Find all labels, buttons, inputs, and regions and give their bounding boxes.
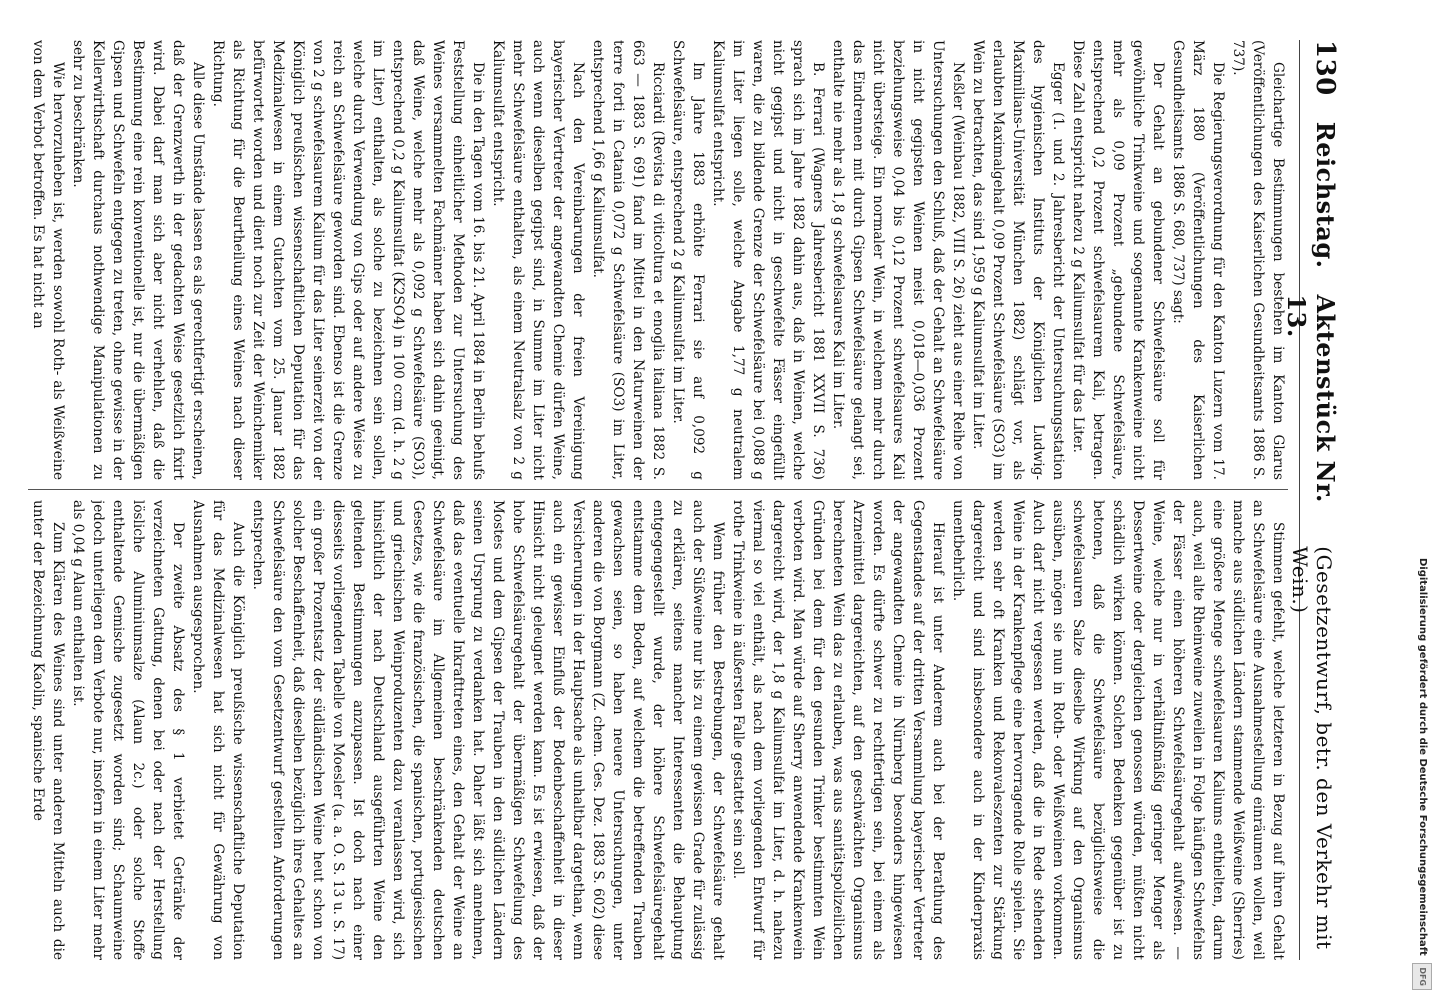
right-column <box>28 500 1288 960</box>
document-title: (Gesetzentwurf, betr. den Verkehr mit Wein.) <box>1288 546 1336 950</box>
paragraph: Hierauf ist unter Anderem auch bei der Berathung des Gegenstandes auf der dritten Versammlung bayerischer Vertreter der angewandten Chemie in Nürnberg besonders hingewiesen worden. Es dürfte schwer zu rechtfertigen sein, bei einem als Arzneimittel dargereichten, auf den geschwächten Organismus berechneten Wein das zu erlauben, was aus sanitätspolizeilichen Gründen bei dem für den gesunden Trinker bestimmten Wein verboten wird. Man würde auf Sherry anwendende Krankenwein dargereicht wird, der 1,8 g Kaliumsulfat im Liter, d. h. nahezu viermal so viel enthält, als nach dem vorliegenden Entwurf für rothe Trinkweine in äußersten Falle gestattet sein soll. <box>730 500 946 960</box>
paragraph: Neßler (Weinbau 1882, VIII S. 26) zieht aus einer Reihe von Untersuchungen den Schluß, daß der Gehalt an Schwefelsäure in nicht gegipsten Weinen meist 0,018—0,036 Prozent beziehungsweise 0,04 bis 0,12 Prozent schwefelsaures Kali nicht übersteige. Ein normaler Wein, in welchem mehr durch das Eindrennen mit durch Gipsen Schwefelsäure gelangt sei, enthalte nie mehr als 1,8 g schwefelsaures Kali im Liter. <box>830 40 966 480</box>
paragraph: Der Gehalt an gebundener Schwefelsäure soll für gewöhnliche Trinkweine und sogenannte Krankenweine nicht mehr als 0,09 Prozent „gebundene Schwefelsäure, entsprechend 0,2 Prozent schwefelsaurem Kali, betragen. Diese Zahl entspricht nahezu 2 g Kaliumsulfat für das Liter. <box>1070 40 1166 480</box>
paragraph: Auch die Königlich preußische wissenschaftliche Deputation für das Medizinalwesen hat sich nicht für Gewährung von Ausnahmen ausgesprochen. <box>190 500 246 960</box>
paragraph: Gleichartige Bestimmungen bestehen im Kanton Glarus (Veröffentlichungen des Kaiserlichen Gesundheitsamts 1886 S. 737). <box>1230 40 1286 480</box>
paragraph: Wenn früher den Bestrebungen, der Schwefelsäure gehalt auch der Süßweine nur bis zu einem gewissen Grade für zulässig zu erklären, seitens mancher Interessenten die Behauptung entgegengestellt wurde, der höhere Schwefelsäuregehalt entstamme dem Boden, auf welchem die betreffenden Trauben gewachsen seien, so haben neuere Untersuchungen, unter anderen die von Borgmann (Z. chem. Ges. Dez. 1883 S. 602) diese Versicherungen in der Hauptsache als unhaltbar dargethan, wenn auch ein gewisser Einfluß der Bodenbeschaffenheit in dieser Hinsicht nicht geleugnet werden kann. Es ist erwiesen, daß der hohe Schwefelsäuregehalt der übermäßigen Schwefelung des Mostes und dem Gipsen der Trauben in den südlichen Ländern seinen Ursprung zu verdanken hat. Daher läßt sich annehmen, daß das eventuelle Inkrafttreten eines, den Gehalt der Weine an Schwefelsäure im Allgemeinen beschränkenden deutschen Gesetzes, wie die französischen, die spanischen, portugiesischen und griechischen Weinproduzenten dazu veranlassen wird, sich hinsichtlich der nach Deutschland ausgeführten Weine den geltenden Bestimmungen anzupassen. Ist doch nach einer diesseits vorliegenden Tabelle von Moesler (a. a. O. S. 13 u. S. 17) ein großer Prozentsatz der südländischen Weine heut schon von solcher Beschaffenheit, daß dieselben bezüglich ihres Gehaltes an Schwefelsäure den vom Gesetzentwurf gestellten Anforderungen entsprechen. <box>250 500 726 960</box>
left-column <box>28 40 1288 480</box>
page-number: 130 <box>1310 40 1340 96</box>
dfg-logo: DFG <box>1412 963 1432 990</box>
paragraph: Zum Klären des Weines sind unter anderen Mitteln auch die unter der Bezeichnung Kaolin, spanische Erde <box>30 500 66 960</box>
paragraph: Die in den Tagen vom 16. bis 21. April 1884 in Berlin behufs Feststellung einheitlicher Methoden zur Untersuchung des Weines versammelten Fachmänner haben sich dahin geeinigt, daß Weine, welche mehr als 0,092 g Schwefelsäure (SO3), entsprechend 0,2 g Kaliumsulfat (K2SO4) in 100 ccm (d. h. 2 g im Liter) enthalten, als solche zu bezeichnen sein sollen, welche durch Verwendung von Gips oder auf andere Weise zu reich an Schwefelsäure geworden sind. Ebenso ist die Grenze von 2 g schwefelsaurem Kalium für das Liter seinerzeit von der Königlich preußischen wissenschaftlichen Deputation für das Medizinalwesen in einem Gutachten vom 25. Januar 1882 befürwortet worden und dient noch zur Zeit der Weinchemiker als Richtung für die Beurtheilung eines Weines nach dieser Richtung. <box>210 40 486 480</box>
paragraph: Der zweite Absatz des § 1 verbietet Getränke der verzeichneten Gattung, denen bei oder nach der Herstellung lösliche Aluminiumsalze (Alaun 2c.) oder solche Stoffe enthaltende Gemische zugesetzt worden sind; Schaumweine jedoch unterliegen dem Verbote nur, insofern in einem Liter mehr als 0,04 g Alaun enthalten ist. <box>70 500 186 960</box>
document-number: Aktenstück Nr. 13. <box>1282 294 1340 503</box>
paragraph: Ricciardi (Revista di viticoltura et enoglia italiana 1882 S. 663 — 1883 S. 691) fand im Mittel in den Naturweinen der terre forti in Catania 0,072 g Schwefelsäure (SO3) im Liter, entsprechend 1,66 g Kaliumsulfat. <box>590 40 666 480</box>
paragraph: Egger (1. und 2. Jahresbericht der Untersuchungsstation des hygienischen Instituts der Königlichen Ludwig-Maximilians-Universität München 1882) schlägt vor, als erlaubten Maximalgehalt 0,09 Prozent Schwefelsäure (SO3) im Wein zu betrachten, das sind 1,959 g Kaliumsulfat im Liter. <box>970 40 1066 480</box>
paragraph: Alle diese Umstände lassen es als gerechtfertigt erscheinen, daß der Grenzwerth in der gedachten Weise gesetzlich fixirt wird. Dabei darf man sich aber nicht verhehlen, daß die Bestimmung eine rein konventionelle ist, nur die übermäßigen Gipsen und Schwefeln entgegen zu treten, ohne gewisse in der Kellerwirthschaft durchaus nothwendige Manipulationen zu sehr zu beschränken. <box>70 40 206 480</box>
paragraph: Wie hervorzuheben ist, werden sowohl Roth- als Weißweine von dem Verbot betroffen. Es hat nicht an <box>30 40 66 480</box>
digitization-note-text: Digitalisierung gefördert durch die Deutsche Forschungsgemeinschaft <box>1417 557 1428 956</box>
paragraph: Nach den Vereinbarungen der freien Vereinigung bayerischer Vertreter der angewandten Chemie dürfen Weine, auch wenn dieselben gegipst sind, in Summe im Liter nicht mehr Schwefelsäure enthalten, als einem Neutralsalz von 2 g Kaliumsulfat entspricht. <box>490 40 586 480</box>
digitization-note <box>1414 0 1432 1000</box>
column-divider <box>28 489 1288 490</box>
institution-name: Reichstag. <box>1311 121 1340 269</box>
paragraph: Im Jahre 1883 erhöhte Ferrari sie auf 0,092 g Schwefelsäure, entsprechend 2 g Kaliumsulfat im Liter. <box>670 40 706 480</box>
page-header <box>1282 40 1340 960</box>
paragraph: Stimmen gefehlt, welche letzteren in Bezug auf ihren Gehalt an Schwefelsäure eine Ausnahmestellung einräumen wollen, weil manche aus südlichen Ländern stammende Weißweine (Sherries) eine größere Menge schwefelsauren Kaliums enthielten, darum auch, weil alte Rheinweine zuweilen in Folge häufigen Schwefelns der Fässer einen höheren Schwefelsäuregehalt aufwiesen. — Weine, welche nur in verhältnißmäßig geringer Menger als Dessertweine oder dergleichen genossen würden, müßten nicht schädlich wirken können. Solchen Bedenken gegenüber ist zu betonen, daß die Schwefelsäure bezüglichsweise die schwefelsauren Salze dieselbe Wirkung auf den Organismus ausüben, mögen sie nun in Roth- oder Weißweinen vorkommen. Auch darf nicht vergessen werden, daß die in Rede stehenden Weine in der Krankenpflege eine hervorragende Rolle spielen. Sie werden sehr oft Kranken und Rekonvaleszenten zur Stärkung dargereicht und sind insbesondere auch in der Kinderpraxis unentbehrlich. <box>950 500 1286 960</box>
paragraph: Die Regierungsverordnung für den Kanton Luzern vom 17. März 1880 (Veröffentlichungen des Kaiserlichen Gesundheitsamts 1886 S. 680, 737) sagt: <box>1170 40 1226 480</box>
paragraph: B. Ferrari (Wagners Jahresbericht 1881 XXVII S. 736) sprach sich im Jahre 1882 dahin aus, daß in Weinen, welche nicht gegipst und nicht in geschwefelte Fässer eingefüllt waren, die zu bildende Grenze der Schwefelsäure bei 0,088 g im Liter liegen solle, welche Angabe 1,77 g neutralem Kaliumsulfat entspricht. <box>710 40 826 480</box>
